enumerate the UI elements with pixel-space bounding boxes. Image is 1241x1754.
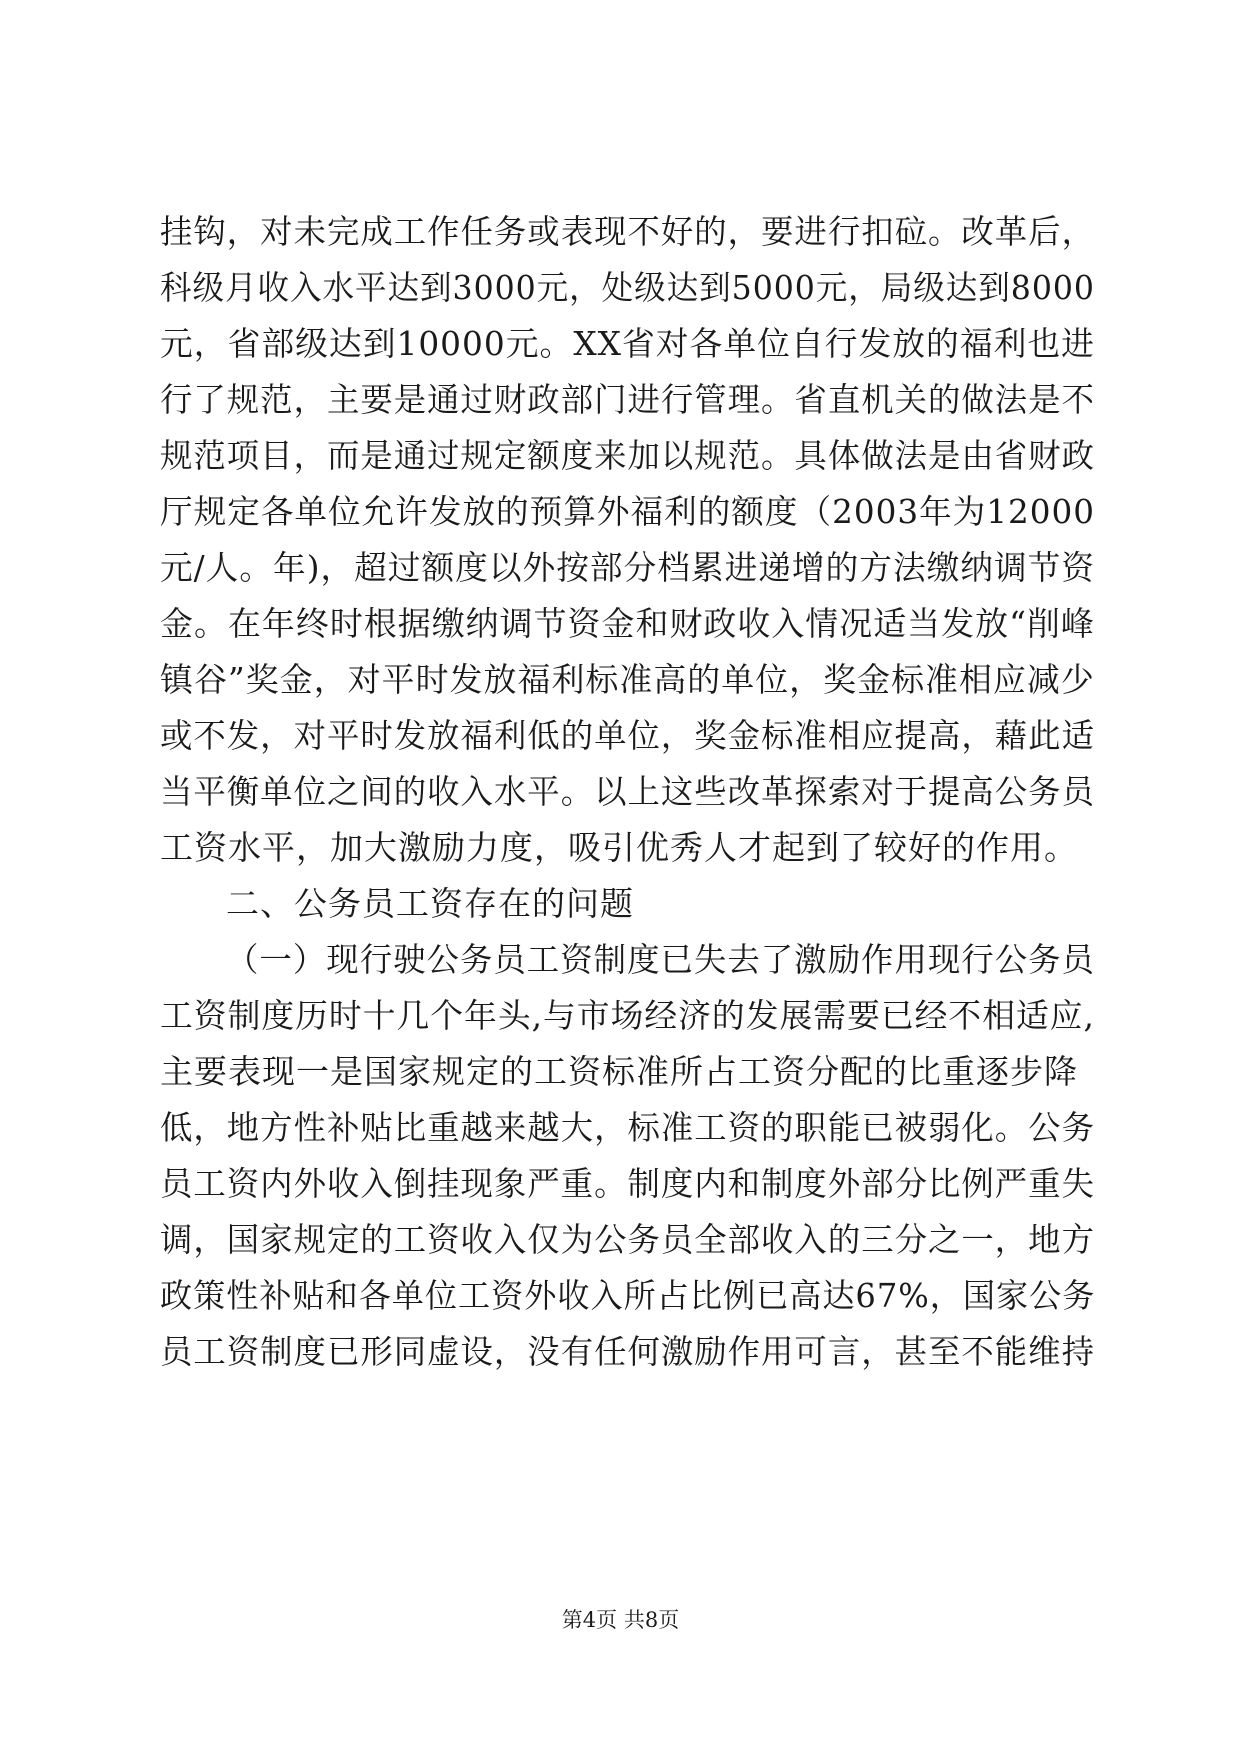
text-line: 政策性补贴和各单位工资外收入所占比例已高达67%，国家公务: [160, 1276, 1096, 1315]
text-line: 低，地方性补贴比重越来越大，标准工资的职能已被弱化。公务: [160, 1108, 1095, 1147]
text-line: 调，国家规定的工资收入仅为公务员全部收入的三分之一，地方: [160, 1220, 1095, 1259]
text-line: 元/人。年)，超过额度以外按部分档累进递增的方法缴纳调节资: [160, 548, 1096, 587]
text-line: 科级月收入水平达到3000元，处级达到5000元，局级达到8000: [160, 268, 1095, 307]
text-line: 员工资内外收入倒挂现象严重。制度内和制度外部分比例严重失: [160, 1164, 1095, 1203]
text-line: 行了规范，主要是通过财政部门进行管理。省直机关的做法是不: [160, 380, 1095, 419]
text-line: 工资制度历时十几个年头,与市场经济的发展需要已经不相适应,: [160, 996, 1095, 1035]
text-line: 元，省部级达到10000元。XX省对各单位自行发放的福利也进: [160, 324, 1095, 363]
text-line: 厅规定各单位允许发放的预算外福利的额度（2003年为12000: [160, 492, 1095, 531]
page-number-footer: 第4页 共8页: [561, 1608, 680, 1632]
text-line: （一）现行驶公务员工资制度已失去了激励作用现行公务员: [226, 940, 1095, 979]
text-line: 员工资制度已形同虚设，没有任何激励作用可言，甚至不能维持: [160, 1332, 1095, 1371]
text-line: 挂钩，对未完成工作任务或表现不好的，要进行扣砬。改革后，: [160, 212, 1095, 251]
text-line: 镇谷”奖金，对平时发放福利标准高的单位，奖金标准相应减少: [160, 660, 1095, 699]
section-heading: 二、公务员工资存在的问题: [226, 884, 634, 923]
text-line: 金。在年终时根据缴纳调节资金和财政收入情况适当发放“削峰: [160, 604, 1095, 643]
text-line: 主要表现一是国家规定的工资标准所占工资分配的比重逐步降: [160, 1052, 1078, 1091]
text-line: 规范项目，而是通过规定额度来加以规范。具体做法是由省财政: [160, 436, 1095, 475]
text-line: 当平衡单位之间的收入水平。以上这些改革探索对于提高公务员: [160, 772, 1095, 811]
text-line: 或不发，对平时发放福利低的单位，奖金标准相应提高，藉此适: [160, 716, 1095, 755]
text-line: 工资水平，加大激励力度，吸引优秀人才起到了较好的作用。: [160, 828, 1078, 867]
